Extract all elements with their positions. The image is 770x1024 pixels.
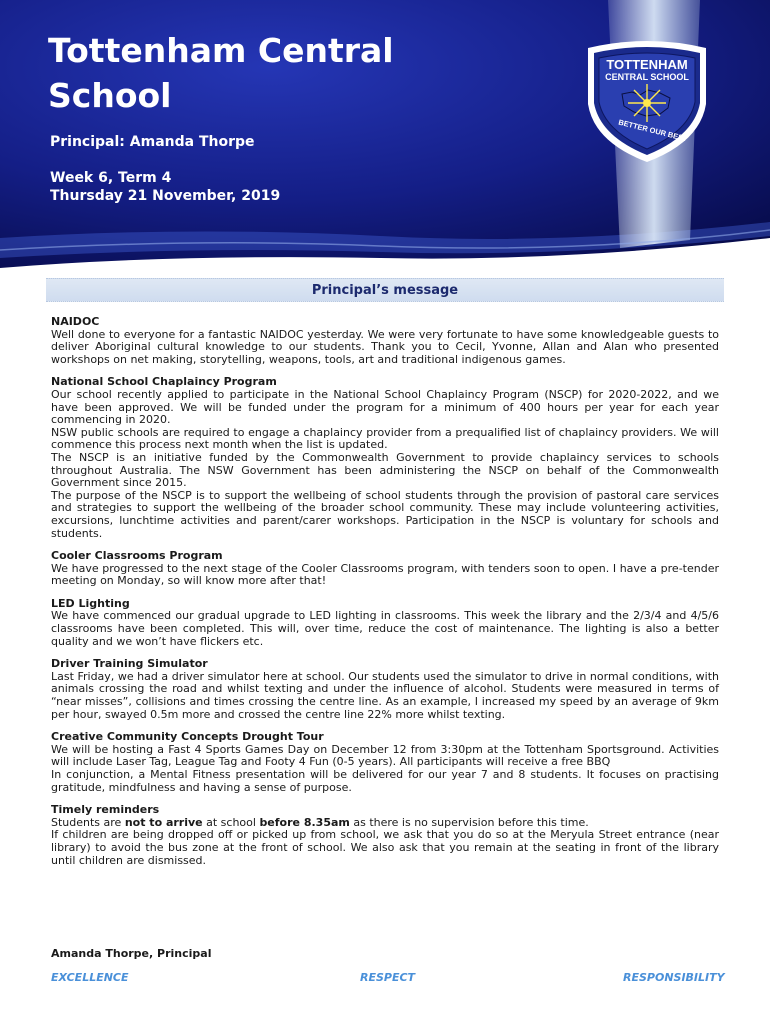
article-heading: Cooler Classrooms Program — [51, 549, 223, 563]
crest-name-line2: CENTRAL SCHOOL — [605, 72, 689, 82]
issue-date: Thursday 21 November, 2019 — [50, 188, 281, 204]
article-heading: Timely reminders — [51, 803, 160, 817]
message-body — [51, 316, 719, 877]
article-paragraph: We have commenced our gradual upgrade to LED lighting in classrooms. This week the library and the 2/3/4 and 4/5/6 classrooms have been completed. This will, over time, reduce the cost of maintenance. The lighting is also a better quality and we won’t have flickers etc. — [51, 609, 719, 648]
section-title: Principal’s message — [311, 283, 459, 298]
article-heading: LED Lighting — [51, 596, 130, 610]
section-title-bar — [46, 278, 724, 302]
footer-value-responsibility: RESPONSIBILITY — [623, 971, 725, 984]
article-paragraph: We will be hosting a Fast 4 Sports Games Day on December 12 from 3:30pm at the Tottenham Sportsground. Activities will include Laser Tag, League Tag and Footy 4 Fun (0-5 years). All participants will receive a free BBQ — [51, 742, 719, 769]
reminder-emphasis: not to arrive — [124, 815, 203, 829]
article-led-lighting — [51, 598, 719, 648]
article-paragraph: Our school recently applied to participate in the National School Chaplaincy Program (NSCP) for 2020-2022, and we have been approved. We will be funded under the program for a minimum of 400 hours per year for each year commencing in 2020. — [51, 387, 719, 427]
footer-value-excellence: EXCELLENCE — [51, 971, 129, 984]
article-heading: Driver Training Simulator — [51, 657, 208, 671]
article-cooler-classrooms — [51, 550, 719, 588]
reminder-text: Students are — [51, 815, 125, 829]
school-name-line1: Tottenham Central — [48, 31, 394, 70]
school-crest-logo — [582, 38, 712, 166]
footer-value-respect: RESPECT — [360, 971, 416, 984]
article-driver-simulator — [51, 658, 719, 721]
article-heading: Creative Community Concepts Drought Tour — [51, 730, 324, 744]
reminder-emphasis: before 8.35am — [259, 815, 350, 829]
article-paragraph: In conjunction, a Mental Fitness presentation will be delivered for our year 7 and 8 students. It focuses on practising gratitude, mindfulness and having a sense of purpose. — [51, 768, 719, 794]
newsletter-header — [0, 0, 770, 272]
school-name — [48, 28, 468, 118]
article-paragraph: The NSCP is an initiative funded by the Commonwealth Government to provide chaplaincy services to schools throughout Australia. The NSW Government has been administering the NSCP on behalf of the Commonwealth Government since 2015. — [51, 450, 719, 490]
article-paragraph: If children are being dropped off or picked up from school, we ask that you do so at the Meryula Street entrance (near library) to avoid the bus zone at the front of school. We also ask that you remain at the seating in front of the library until children are dismissed. — [51, 828, 719, 867]
crest-name-line1: TOTTENHAM — [606, 57, 688, 72]
article-paragraph: The purpose of the NSCP is to support the wellbeing of school students through the provision of pastoral care services and strategies to support the wellbeing of the broader school community. These may include volunteering activities, excursions, lunchtime activities and parent/carer workshops. Participation in the NSCP is voluntary for schools and students. — [51, 488, 719, 540]
article-chaplaincy — [51, 376, 719, 540]
reminder-text: at school — [202, 815, 260, 829]
article-heading: NAIDOC — [51, 315, 100, 328]
article-timely-reminders — [51, 804, 719, 867]
article-drought-tour — [51, 731, 719, 794]
principal-name: Principal: Amanda Thorpe — [50, 134, 255, 150]
article-naidoc — [51, 316, 719, 366]
school-name-line2: School — [48, 76, 172, 115]
article-paragraph: NSW public schools are required to engage a chaplaincy provider from a prequalified list of chaplaincy providers. We will commence this process next month when the list is updated. — [51, 425, 719, 452]
signature: Amanda Thorpe, Principal — [51, 947, 212, 960]
week-term: Week 6, Term 4 — [50, 170, 172, 186]
article-paragraph: Well done to everyone for a fantastic NAIDOC yesterday. We were very fortunate to have some knowledgeable guests to deliver Aboriginal cultural knowledge to our students. Thank you to Cecil, Yvonne, Allan and Alan who presented workshops on net making, storytelling, weapons, tools, art and traditional indigenous games. — [51, 327, 719, 366]
reminder-text: as there is no supervision before this time. — [349, 815, 589, 829]
article-paragraph: We have progressed to the next stage of the Cooler Classrooms program, with tenders soon to open. I have a pre-tender meeting on Monday, so will know more after that! — [51, 561, 719, 588]
crest-motto: BETTER OUR BEST — [617, 117, 689, 144]
article-heading: National School Chaplaincy Program — [51, 375, 277, 389]
article-paragraph: Last Friday, we had a driver simulator here at school. Our students used the simulator to drive in normal conditions, with animals crossing the road and whilst texting and under the influence of alcohol. Students were measured in terms of “near misses”, collisions and times crossing the centre line. As an example, I increased my speed by an average of 9km per hour, swayed 0.5m more and crossed the centre line 22% more whilst texting. — [51, 669, 719, 721]
